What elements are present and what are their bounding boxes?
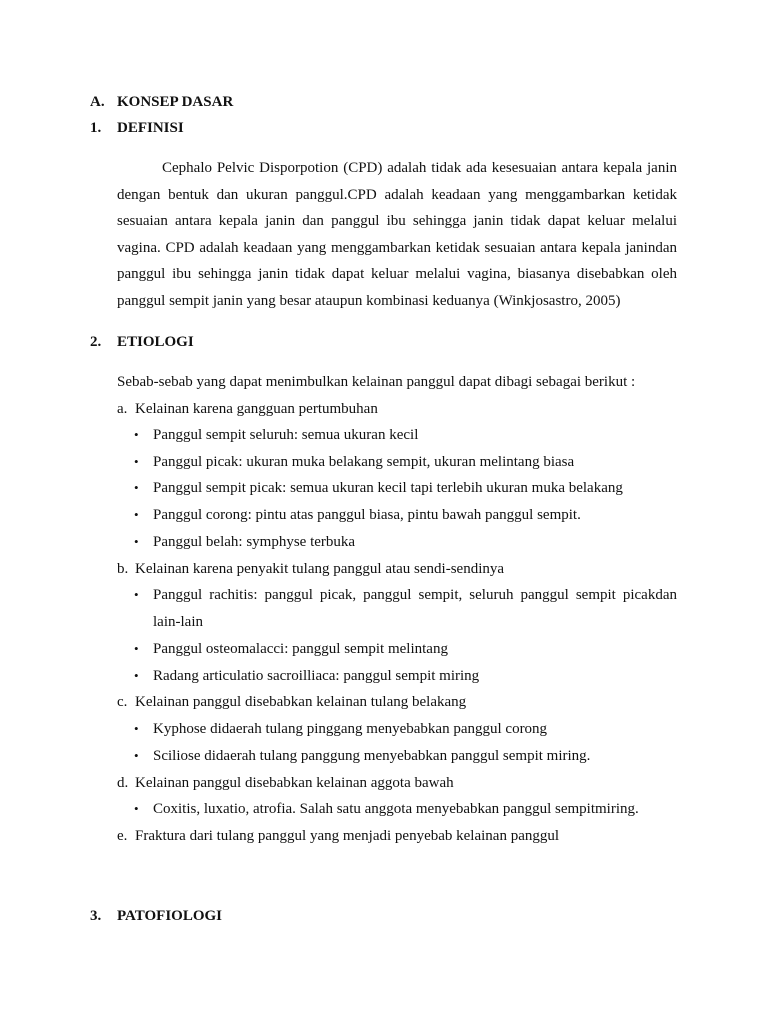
list-label: e. [117, 828, 128, 844]
list-label: b. [117, 561, 129, 577]
definisi-heading [90, 118, 184, 138]
etiologi-title: ETIOLOGI [117, 334, 194, 350]
bullet-item [134, 475, 677, 502]
list-text: Kelainan karena gangguan pertumbuhan [135, 401, 378, 417]
bullet-item [134, 502, 677, 529]
bullet-text: Kyphose didaerah tulang pinggang menyebabkan panggul corong [153, 721, 548, 737]
list-label: a. [117, 401, 128, 417]
list-label: d. [117, 775, 129, 791]
definisi-paragraph [117, 155, 677, 315]
bullet-icon: • [134, 748, 139, 763]
etiologi-intro: Sebab-sebab yang dapat menimbulkan kelainan panggul dapat dibagi sebagai berikut : [117, 374, 636, 390]
bullet-icon: • [134, 721, 139, 736]
etiologi-heading [90, 332, 194, 352]
bullet-icon: • [134, 480, 139, 495]
bullet-text: Panggul osteomalacci: panggul sempit melintang [153, 641, 448, 657]
bullet-item [134, 663, 677, 690]
bullet-icon: • [134, 641, 139, 656]
bullet-item [134, 796, 677, 823]
bullet-text: Panggul rachitis: panggul picak, panggul sempit, seluruh panggul sempit picakdan lain-lain [153, 587, 677, 630]
section-letter: A. [90, 94, 105, 110]
bullet-text: Panggul belah: symphyse terbuka [153, 534, 356, 550]
patofisiologi-heading [90, 906, 222, 926]
bullet-icon: • [134, 587, 139, 602]
list-item [117, 826, 559, 846]
bullet-text: Radang articulatio sacroilliaca: panggul sempit miring [153, 668, 480, 684]
bullet-text: Coxitis, luxatio, atrofia. Salah satu anggota menyebabkan panggul sempitmiring. [153, 801, 639, 817]
section-heading [90, 92, 233, 112]
bullet-item [134, 582, 677, 635]
bullet-icon: • [134, 507, 139, 522]
bullet-text: Sciliose didaerah tulang panggung menyebabkan panggul sempit miring. [153, 748, 591, 764]
list-text: Kelainan karena penyakit tulang panggul atau sendi-sendinya [135, 561, 505, 577]
patofisiologi-number: 3. [90, 908, 102, 924]
list-text: Kelainan panggul disebabkan kelainan tulang belakang [135, 694, 467, 710]
definisi-title: DEFINISI [117, 120, 184, 136]
bullet-item [134, 449, 677, 476]
bullet-item [134, 636, 677, 663]
list-item [117, 692, 466, 712]
bullet-icon: • [134, 454, 139, 469]
definisi-number: 1. [90, 120, 102, 136]
list-item [117, 399, 378, 419]
section-title: KONSEP DASAR [117, 94, 234, 110]
list-text: Fraktura dari tulang panggul yang menjadi penyebab kelainan panggul [135, 828, 560, 844]
bullet-icon: • [134, 668, 139, 683]
list-item [117, 559, 504, 579]
bullet-text: Panggul corong: pintu atas panggul biasa, pintu bawah panggul sempit. [153, 507, 581, 523]
bullet-text: Panggul picak: ukuran muka belakang sempit, ukuran melintang biasa [153, 454, 575, 470]
bullet-icon: • [134, 427, 139, 442]
definisi-text: Cephalo Pelvic Disporpotion (CPD) adalah tidak ada kesesuaian antara kepala janin dengan bentuk dan ukuran panggul.CPD adalah keadaan yang menggambarkan ketidak sesuaian antara kepala janin dan panggul ibu sehingga janin tidak dapat keluar melalui vagina. CPD adalah keadaan yang menggambarkan ketidak sesuaian antara kepala janindan panggul ibu sehingga janin tidak dapat keluar melalui vagina, biasanya disebabkan oleh panggul sempit janin yang besar ataupun kombinasi keduanya (Winkjosastro, 2005) [117, 160, 677, 309]
list-item [117, 773, 454, 793]
bullet-item [134, 743, 677, 770]
patofisiologi-title: PATOFIOLOGI [117, 908, 223, 924]
etiologi-number: 2. [90, 334, 102, 350]
list-label: c. [117, 694, 128, 710]
bullet-icon: • [134, 801, 139, 816]
bullet-text: Panggul sempit picak: semua ukuran kecil tapi terlebih ukuran muka belakang [153, 480, 623, 496]
bullet-icon: • [134, 534, 139, 549]
bullet-item [134, 422, 677, 449]
bullet-text: Panggul sempit seluruh: semua ukuran kecil [153, 427, 419, 443]
bullet-item [134, 716, 677, 743]
list-text: Kelainan panggul disebabkan kelainan aggota bawah [135, 775, 454, 791]
bullet-item [134, 529, 677, 556]
